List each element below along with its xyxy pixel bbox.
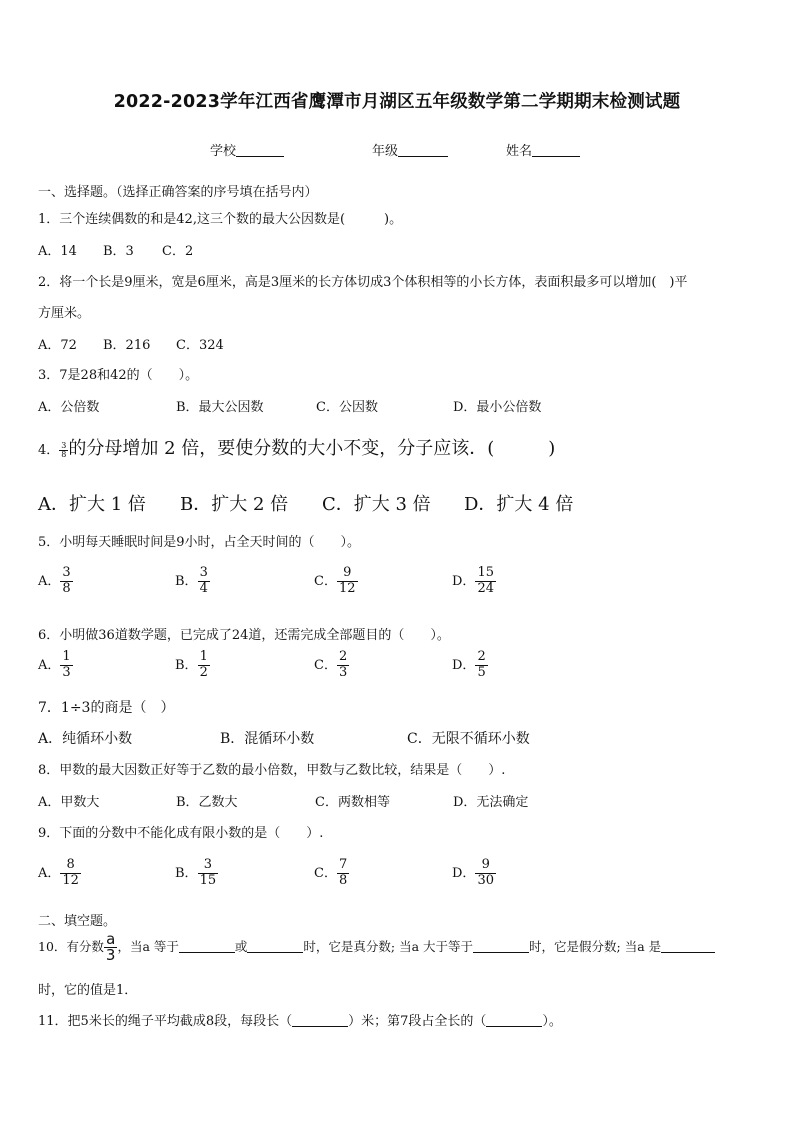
q6-text: 6．小明做36道数学题，已完成了24道，还需完成全部题目的（ ）。 [38,628,450,643]
q3-option-a[interactable]: A．公倍数 [38,400,100,415]
q10-blank-4[interactable] [661,939,715,953]
q4-option-b[interactable]: B．扩大 2 倍 [180,494,289,515]
q5-fraction-c: $\frac{9}{12}$ [338,565,356,596]
q10-blank-3[interactable] [473,939,529,953]
q4-question [38,434,555,460]
name-field [506,140,580,159]
q7-option-b[interactable]: B．混循环小数 [220,731,315,747]
grade-label: 年级 [372,144,399,159]
q9-fraction-d: $\frac{9}{30}$ [477,857,494,888]
school-blank[interactable] [236,143,284,157]
q8-option-d[interactable]: D．无法确定 [453,795,529,810]
q9-option-a[interactable]: A． $\frac{8}{12}$ [38,857,79,888]
q9-fraction-b: $\frac{3}{15}$ [199,857,217,888]
q5-fraction-b: $\frac{3}{4}$ [199,565,208,596]
q9-option-d[interactable]: D． $\frac{9}{30}$ [452,857,494,888]
q9-option-b[interactable]: B． $\frac{3}{15}$ [175,857,217,888]
q5-fraction-d: $\frac{15}{24}$ [477,565,494,596]
q11-question: 11．把5米长的绳子平均截成8段，每段长（ ）米；第7段占全长的（ ）。 [38,1014,562,1029]
q4-fraction: $\frac{3}{8}$ [61,440,67,459]
page-title: 2022-2023学年江西省鹰潭市月湖区五年级数学第二学期期末检测试题 [113,92,681,112]
q4-text: 的分母增加 2 倍，要使分数的大小不变，分子应该．( ) [68,438,556,459]
q10-question: 10．有分数 $\frac{a}{3}$ ，当a 等于 或 时，它是真分数; 当a 大于等于 时，它是假分数; 当a 是 [38,932,715,963]
q5-option-b[interactable]: B． $\frac{3}{4}$ [175,565,208,596]
q4-option-d[interactable]: D．扩大 4 倍 [464,494,574,515]
q7-option-a[interactable]: A．纯循环小数 [38,731,133,747]
q5-option-c[interactable]: C． $\frac{9}{12}$ [314,565,356,596]
q9-option-c[interactable]: C． $\frac{7}{8}$ [314,857,348,888]
q4-option-a[interactable]: A．扩大 1 倍 [38,494,146,515]
q4-option-c[interactable]: C．扩大 3 倍 [322,494,431,515]
q1-option-c[interactable]: C．2 [162,244,194,259]
q10-text-line2: 时，它的值是1． [38,983,138,998]
q8-option-a[interactable]: A．甲数大 [38,795,100,810]
q6-option-c[interactable]: C． $\frac{2}{3}$ [314,649,348,680]
q5-text: 5．小明每天睡眠时间是9小时，占全天时间的（ ）。 [38,535,361,550]
grade-field [372,140,448,159]
q2-text-line1: 2．将一个长是9厘米，宽是6厘米，高是3厘米的长方体切成3个体积相等的小长方体，表面积最多可以增加( )平 [38,275,688,290]
q6-option-a[interactable]: A． $\frac{1}{3}$ [38,649,71,680]
q6-option-b[interactable]: B． $\frac{1}{2}$ [175,649,208,680]
q2-option-b[interactable]: B．216 [103,338,151,353]
q11-blank-1[interactable] [292,1013,348,1027]
q6-fraction-b: $\frac{1}{2}$ [199,649,208,680]
school-field [210,140,284,159]
q5-option-a[interactable]: A． $\frac{3}{8}$ [38,565,71,596]
q8-option-c[interactable]: C．两数相等 [315,795,390,810]
q5-option-d[interactable]: D． $\frac{15}{24}$ [452,565,494,596]
q11-blank-2[interactable] [486,1013,542,1027]
section-1-heading: 一、选择题。（选择正确答案的序号填在括号内） [38,185,318,200]
q4-number: 4． [38,443,60,458]
q3-option-b[interactable]: B．最大公因数 [176,400,264,415]
q3-option-d[interactable]: D．最小公倍数 [453,400,542,415]
q8-text: 8．甲数的最大因数正好等于乙数的最小倍数，甲数与乙数比较，结果是（ ）. [38,763,506,778]
q6-fraction-d: $\frac{2}{5}$ [477,649,486,680]
q2-option-c[interactable]: C．324 [176,338,224,353]
section-2-heading: 二、填空题。 [38,914,117,929]
q9-fraction-c: $\frac{7}{8}$ [338,857,348,888]
q6-fraction-c: $\frac{2}{3}$ [338,649,348,680]
q6-option-d[interactable]: D． $\frac{2}{5}$ [452,649,486,680]
q8-option-b[interactable]: B．乙数大 [176,795,238,810]
name-blank[interactable] [532,143,580,157]
q10-blank-1[interactable] [179,939,235,953]
q1-option-a[interactable]: A．14 [38,244,77,259]
name-label: 姓名 [506,144,533,159]
q10-blank-2[interactable] [247,939,303,953]
school-label: 学校 [210,144,237,159]
q5-fraction-a: $\frac{3}{8}$ [62,565,71,596]
q6-fraction-a: $\frac{1}{3}$ [62,649,71,680]
q3-option-c[interactable]: C．公因数 [316,400,378,415]
q2-text-line2: 方厘米。 [38,306,91,321]
q1-text: 1．三个连续偶数的和是42,这三个数的最大公因数是( )。 [38,212,403,227]
q3-text: 3．7是28和42的（ ）。 [38,368,199,383]
q9-text: 9．下面的分数中不能化成有限小数的是（ ）. [38,826,324,841]
q7-text: 7．1÷3的商是（ ） [38,700,175,716]
q9-fraction-a: $\frac{8}{12}$ [62,857,79,888]
q2-option-a[interactable]: A．72 [38,338,77,353]
q10-fraction: $\frac{a}{3}$ [105,930,116,964]
grade-blank[interactable] [398,143,448,157]
q1-option-b[interactable]: B．3 [103,244,134,259]
q7-option-c[interactable]: C．无限不循环小数 [407,731,530,747]
